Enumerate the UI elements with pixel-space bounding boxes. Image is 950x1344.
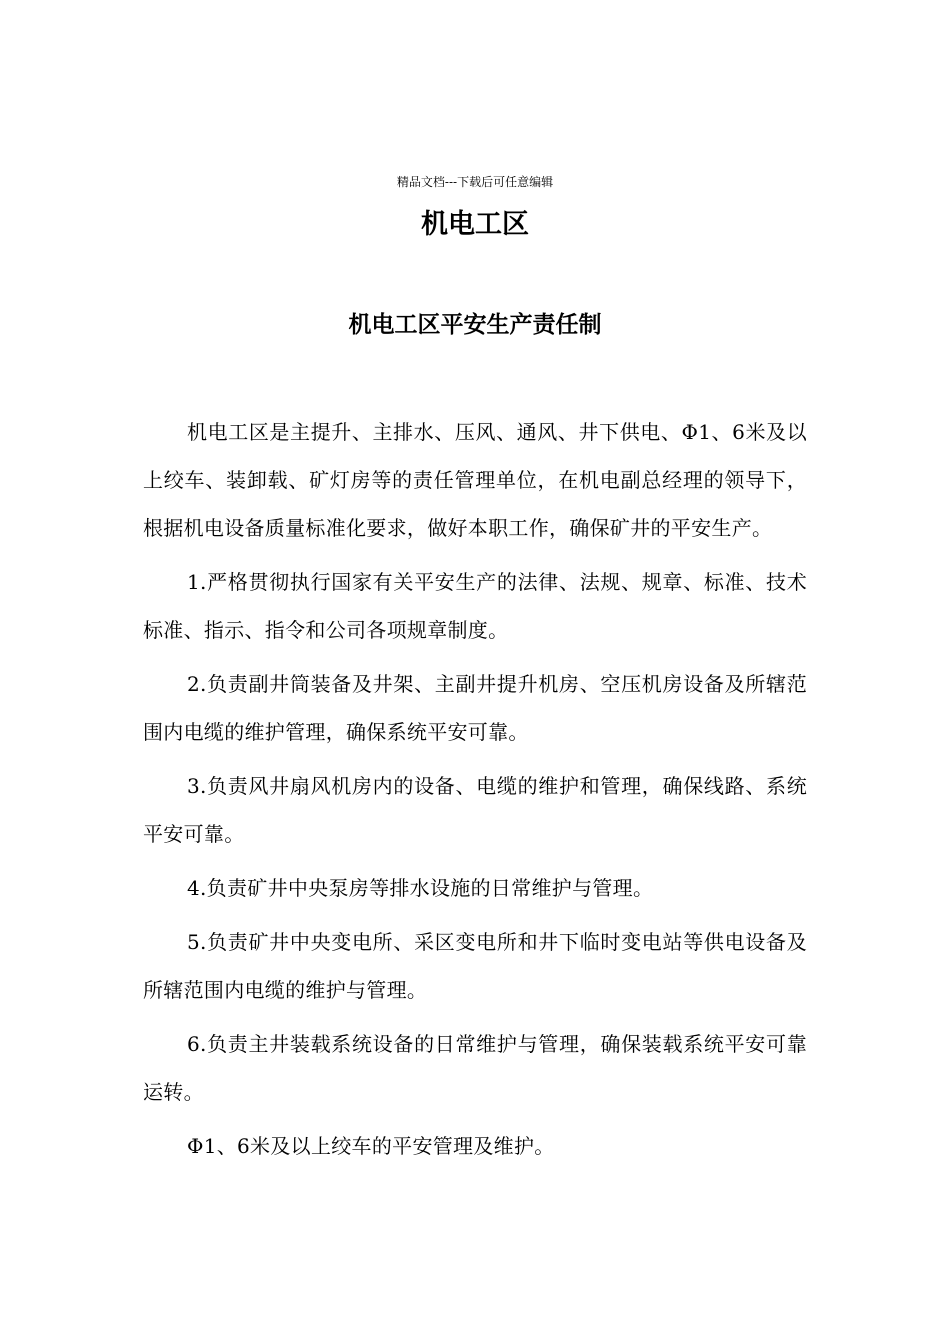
clause-2-paragraph: 2.负责副井筒装备及井架、主副井提升机房、空压机房设备及所辖范围内电缆的维护管理，确保系统平安可靠。 bbox=[143, 672, 807, 744]
clause-3-paragraph: 3.负责风井扇风机房内的设备、电缆的维护和管理，确保线路、系统平安可靠。 bbox=[143, 774, 807, 846]
section-title: 机电工区 bbox=[421, 209, 529, 240]
clause-5-paragraph: 5.负责矿井中央变电所、采区变电所和井下临时变电站等供电设备及所辖范围内电缆的维护与管理。 bbox=[143, 930, 807, 1002]
document-body bbox=[143, 408, 807, 1176]
clause-1-paragraph: 1.严格贯彻执行国家有关平安生产的法律、法规、规章、标准、技术标准、指示、指令和公司各项规章制度。 bbox=[143, 570, 807, 642]
header-note: 精品文档---下载后可任意编辑 bbox=[396, 175, 554, 189]
document-title: 机电工区平安生产责任制 bbox=[348, 311, 602, 338]
intro-paragraph: 机电工区是主提升、主排水、压风、通风、井下供电、Φ1、6米及以上绞车、装卸载、矿灯房等的责任管理单位，在机电副总经理的领导下，根据机电设备质量标准化要求，做好本职工作，确保矿井的平安生产。 bbox=[143, 420, 807, 540]
clause-6-paragraph: 6.负责主井装载系统设备的日常维护与管理，确保装载系统平安可靠运转。 bbox=[143, 1032, 807, 1104]
clause-7-paragraph: Φ1、6米及以上绞车的平安管理及维护。 bbox=[187, 1134, 555, 1158]
clause-4-paragraph: 4.负责矿井中央泵房等排水设施的日常维护与管理。 bbox=[187, 876, 654, 900]
